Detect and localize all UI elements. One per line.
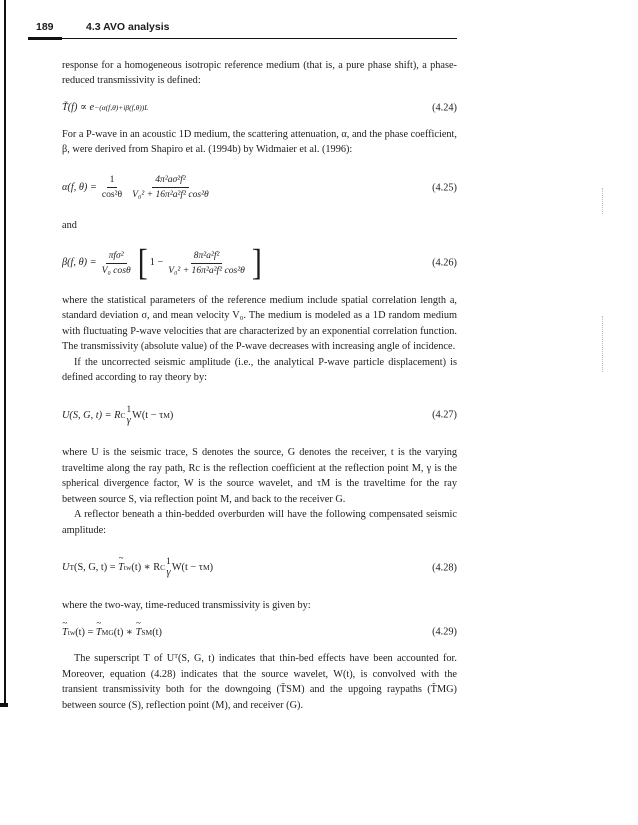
eq-4-24-lhs: T̃(f) ∝ e bbox=[62, 102, 95, 114]
eq-4-29-t1: ~ T bbox=[62, 625, 68, 640]
eq-4-29-end: (t) bbox=[152, 626, 162, 638]
eq-4-29-t2: ~ T bbox=[96, 625, 102, 640]
eq-4-27-lhs: U(S, G, t) = R bbox=[62, 409, 121, 421]
eq-4-28-t: ~ T bbox=[118, 560, 124, 575]
eq-4-29-mid2: (t) ∗ bbox=[113, 626, 134, 638]
eq-4-26-lhs: β(f, θ) = bbox=[62, 257, 97, 269]
equation-number: (4.25) bbox=[432, 181, 457, 193]
fraction-numerator: 8π²a²f² bbox=[191, 250, 223, 264]
paragraph-9: The superscript T of Uᵀ(S, G, t) indicates that thin-bed effects have been accounted for. Moreover, equation (4.28) indicates that the source wavelet, W(t), is convolved with the transient transmissivity both for the downgoing (T̃SM) and the upgoing raypaths (T̃MG) between source (S), reflection point (M), and receiver (G). bbox=[62, 653, 457, 711]
fraction-denominator: V₀ cosθ bbox=[101, 264, 131, 276]
equation-4-25 bbox=[62, 166, 457, 210]
eq-4-28-u-superscript: T bbox=[69, 563, 75, 573]
equation-number: (4.28) bbox=[432, 562, 457, 574]
paragraph-7: A reflector beneath a thin-bedded overburden will have the following compensated seismic amplitude: bbox=[62, 509, 457, 536]
eq-4-27-rhs: W(t − τ bbox=[132, 409, 164, 421]
page-number: 189 bbox=[36, 21, 54, 33]
eq-4-28-u: U bbox=[62, 562, 70, 574]
section-title: 4.3 AVO analysis bbox=[86, 21, 170, 33]
fraction-numerator: 4π²aσ²f² bbox=[152, 174, 188, 188]
running-head bbox=[28, 19, 458, 35]
eq-4-29-t3-subscript: SM bbox=[141, 627, 153, 637]
crop-mark-vertical bbox=[4, 0, 6, 705]
fraction-denominator: γ bbox=[166, 567, 171, 579]
equation-number: (4.29) bbox=[432, 626, 457, 638]
eq-4-24-exponent: −(α(f,θ)+iβ(f,θ))L bbox=[94, 103, 149, 113]
paragraph-6: where U is the seismic trace, S denotes the source, G denotes the receiver, t is the varying traveltime along the ray path, Rc is the reflection coefficient at the reflection point M, γ is the spherical divergence factor, W is the source wavelet, and τM is the traveltime for the ray between source S, via reflection point M, and back to the receiver G. bbox=[62, 447, 457, 505]
eq-4-29-mid1: (t) = bbox=[75, 626, 94, 638]
eq-4-27-close: ) bbox=[169, 409, 174, 421]
eq-4-28-rhs: W(t − τ bbox=[171, 562, 203, 574]
eq-4-27-fraction bbox=[126, 405, 131, 426]
eq-4-25-fraction-2 bbox=[129, 174, 212, 201]
left-bracket: [ bbox=[137, 241, 148, 284]
equation-number: (4.27) bbox=[432, 409, 457, 421]
eq-4-28-close: ) bbox=[209, 562, 214, 574]
eq-4-28-args: (S, G, t) = bbox=[74, 562, 116, 574]
fraction-denominator: cos²θ bbox=[101, 189, 123, 201]
equation-4-27 bbox=[62, 393, 457, 437]
fraction-denominator: V₀² + 16π²a²f² cos²θ bbox=[132, 189, 209, 201]
eq-4-26-fraction-1 bbox=[99, 250, 134, 277]
eq-4-26-fraction-2 bbox=[165, 250, 248, 277]
fraction-denominator: V₀² + 16π²a²f² cos²θ bbox=[168, 264, 245, 276]
page-body bbox=[62, 58, 457, 713]
eq-4-26-one-minus: 1 − bbox=[149, 257, 164, 269]
paragraph-8: where the two-way, time-reduced transmissivity is given by: bbox=[62, 599, 311, 611]
fraction-numerator: πfσ² bbox=[106, 250, 127, 264]
margin-dots-lower bbox=[602, 316, 604, 372]
paragraph-3: and bbox=[62, 219, 77, 231]
equation-4-24 bbox=[62, 97, 457, 119]
fraction-numerator: 1 bbox=[107, 174, 118, 188]
paragraph-2: For a P-wave in an acoustic 1D medium, the scattering attenuation, α, and the phase coefficient, β, were derived from Shapiro et al. (1994b) by Widmaier et al. (1996): bbox=[62, 128, 457, 156]
equation-number: (4.24) bbox=[432, 102, 457, 114]
eq-4-27-rhs-subscript: M bbox=[163, 410, 170, 420]
eq-4-27-lhs-subscript: C bbox=[120, 410, 126, 420]
fraction-numerator: 1 bbox=[166, 557, 171, 568]
crop-mark-tick bbox=[0, 703, 8, 707]
right-bracket: ] bbox=[251, 241, 262, 284]
eq-4-29-t3: ~ T bbox=[136, 625, 142, 640]
fraction-denominator: γ bbox=[126, 414, 131, 426]
eq-4-28-fraction bbox=[166, 557, 171, 578]
header-rule-thin bbox=[62, 38, 457, 39]
eq-4-25-fraction-1 bbox=[99, 174, 125, 201]
eq-4-28-t-subscript: tw bbox=[123, 563, 132, 573]
eq-4-29-t1-subscript: tw bbox=[67, 627, 76, 637]
paragraph-1: response for a homogeneous isotropic reference medium (that is, a pure phase shift), a phase-reduced transmissivity is defined: bbox=[62, 60, 457, 87]
equation-4-28 bbox=[62, 546, 457, 590]
paragraph-4: where the statistical parameters of the reference medium include spatial correlation length a, standard deviation σ, and mean velocity V₀. The medium is modeled as a 1D random medium with fluctuating P-wave velocities that are characterized by an exponential correlation function. The transmissivity (absolute value) of the P-wave decreases with increasing angle of incidence. bbox=[62, 295, 457, 353]
eq-4-28-mid-subscript: C bbox=[160, 563, 166, 573]
eq-4-29-t2-subscript: MG bbox=[101, 627, 114, 637]
paragraph-5: If the uncorrected seismic amplitude (i.e., the analytical P-wave particle displacement) is defined according to ray theory by: bbox=[62, 356, 457, 384]
fraction-numerator: 1 bbox=[126, 404, 132, 415]
equation-number: (4.26) bbox=[432, 257, 457, 269]
equation-4-26 bbox=[62, 241, 457, 285]
eq-4-28-rhs-subscript: M bbox=[202, 563, 210, 573]
eq-4-28-mid: (t) ∗ R bbox=[131, 562, 161, 574]
header-rule-thick bbox=[28, 37, 62, 40]
margin-dots-upper bbox=[602, 188, 604, 214]
eq-4-25-lhs: α(f, θ) = bbox=[62, 181, 97, 193]
equation-4-29 bbox=[62, 621, 457, 643]
